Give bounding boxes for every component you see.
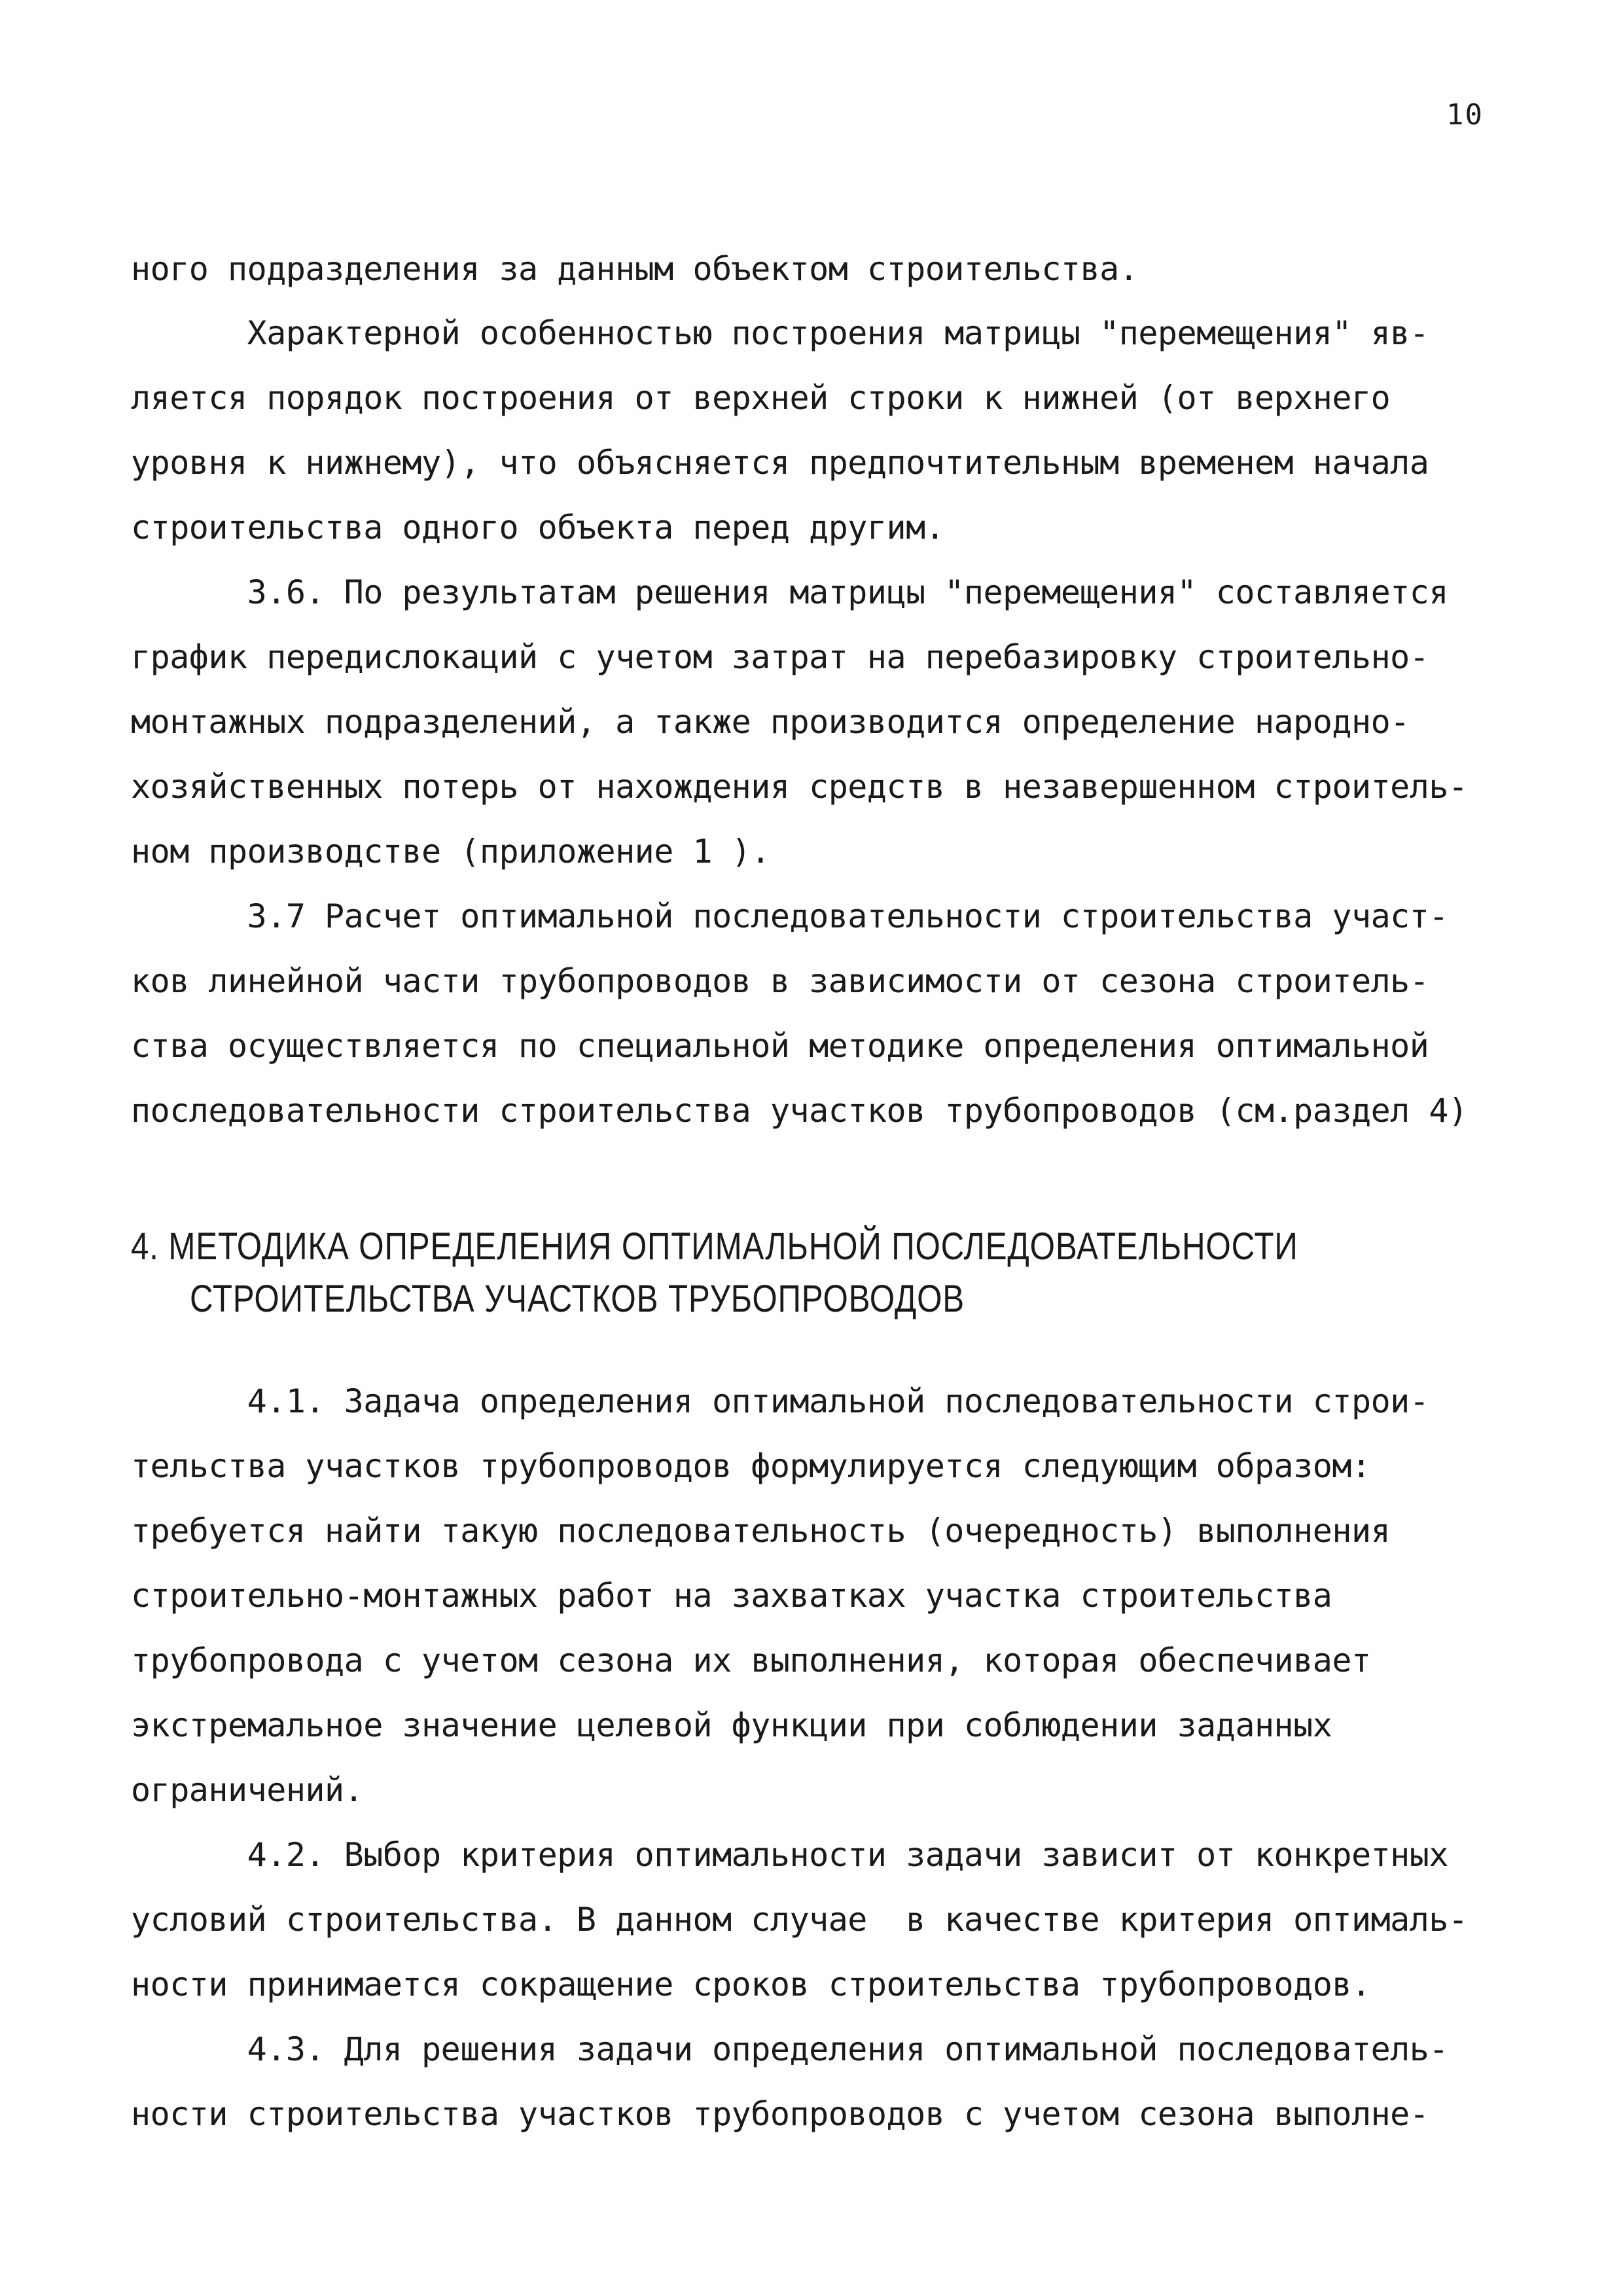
text-line: тельства участков трубопроводов формулируется следующим образом: bbox=[131, 1447, 1371, 1485]
text-line: 4.1. Задача определения оптимальной последовательности строи- bbox=[131, 1382, 1429, 1420]
section-heading: 4. МЕТОДИКА ОПРЕДЕЛЕНИЯ ОПТИМАЛЬНОЙ ПОСЛЕДОВАТЕЛЬНОСТИ bbox=[131, 1225, 1298, 1268]
text-line: ности строительства участков трубопроводов с учетом сезона выполне- bbox=[131, 2095, 1429, 2133]
text-line: ограничений. bbox=[131, 1771, 364, 1809]
text-line: ков линейной части трубопроводов в зависимости от сезона строитель- bbox=[131, 962, 1429, 1000]
text-line: 3.7 Расчет оптимальной последовательности строительства участ- bbox=[131, 897, 1448, 935]
text-line: 3.6. По результатам решения матрицы "перемещения" составляется bbox=[131, 573, 1448, 611]
text-line: экстремальное значение целевой функции при соблюдении заданных bbox=[131, 1706, 1332, 1744]
text-line: ляется порядок построения от верхней строки к нижней (от верхнего bbox=[131, 379, 1391, 417]
text-line: график передислокаций с учетом затрат на перебазировку строительно- bbox=[131, 638, 1429, 676]
text-line: строительства одного объекта перед другим. bbox=[131, 509, 945, 547]
text-line: требуется найти такую последовательность (очередность) выполнения bbox=[131, 1512, 1391, 1550]
text-line: последовательности строительства участков трубопроводов (см.раздел 4) bbox=[131, 1092, 1468, 1130]
text-line: 4.3. Для решения задачи определения оптимальной последователь- bbox=[131, 2030, 1448, 2068]
text-line: 4.2. Выбор критерия оптимальности задачи зависит от конкретных bbox=[131, 1836, 1448, 1874]
page-number: 10 bbox=[1446, 98, 1484, 132]
text-line: трубопровода с учетом сезона их выполнения, которая обеспечивает bbox=[131, 1641, 1371, 1679]
text-line: условий строительства. В данном случае в качестве критерия оптималь- bbox=[131, 1901, 1468, 1939]
text-line: ного подразделения за данным объектом строительства. bbox=[131, 250, 1139, 288]
text-line: хозяйственных потерь от нахождения средств в незавершенном строитель- bbox=[131, 768, 1468, 806]
text-line: строительно-монтажных работ на захватках участка строительства bbox=[131, 1577, 1332, 1615]
section-heading: СТРОИТЕЛЬСТВА УЧАСТКОВ ТРУБОПРОВОДОВ bbox=[190, 1278, 965, 1320]
text-line: ном производстве (приложение 1 ). bbox=[131, 833, 770, 870]
text-line: ства осуществляется по специальной методике определения оптимальной bbox=[131, 1027, 1429, 1065]
text-line: ности принимается сокращение сроков строительства трубопроводов. bbox=[131, 1965, 1371, 2003]
text-line: уровня к нижнему), что объясняется предпочтительным временем начала bbox=[131, 444, 1429, 482]
text-line: монтажных подразделений, а также производится определение народно- bbox=[131, 703, 1410, 741]
text-line: Характерной особенностью построения матрицы "перемещения" яв- bbox=[131, 314, 1429, 352]
